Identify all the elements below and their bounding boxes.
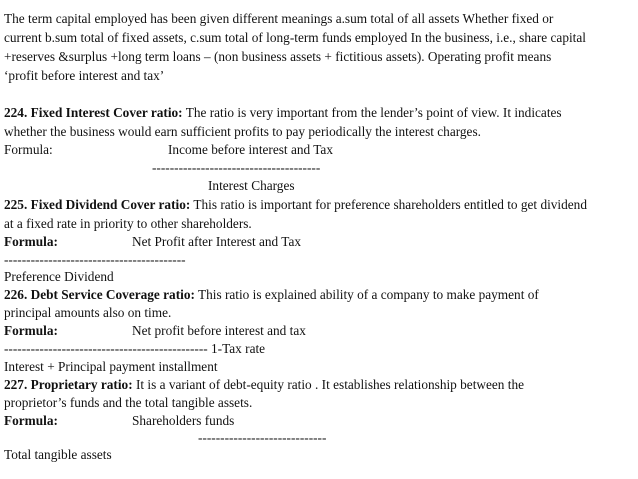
section-227-formula-line — [4, 412, 235, 430]
section-225-line-1 — [4, 196, 587, 214]
section-225-text-2: at a fixed rate in priority to other shareholders. — [4, 216, 252, 231]
section-225-numerator: Net Profit after Interest and Tax — [132, 234, 302, 249]
section-224-divider: -------------------------------------- — [152, 160, 321, 175]
section-226-text-1: This ratio is explained ability of a company to make payment of — [194, 287, 539, 302]
section-227-heading: 227. Proprietary ratio: — [4, 377, 133, 392]
section-227-divider: ----------------------------- — [198, 430, 327, 445]
section-227-denominator: Total tangible assets — [4, 447, 112, 462]
section-225-formula-label: Formula: — [4, 234, 58, 249]
section-227-text-2: proprietor’s funds and the total tangible assets. — [4, 395, 253, 410]
section-225-text-1: This ratio is important for preference shareholders entitled to get dividend — [190, 197, 587, 212]
section-224-heading: 224. Fixed Interest Cover ratio: — [4, 105, 183, 120]
intro-line-2: current b.sum total of fixed assets, c.sum total of long-term funds employed In the business, i.e., share capital — [4, 30, 586, 45]
intro-line-3: +reserves &surplus +long term loans – (non business assets + fictitious assets). Operating profit means — [4, 49, 552, 64]
section-224-denominator: Interest Charges — [208, 178, 295, 193]
section-226-heading: 226. Debt Service Coverage ratio: — [4, 287, 195, 302]
section-227-formula-label: Formula: — [4, 413, 58, 428]
section-224-formula-label: Formula: — [4, 142, 53, 157]
section-226-text-2: principal amounts also on time. — [4, 305, 172, 320]
section-225-formula-line — [4, 233, 302, 251]
section-225-divider: ----------------------------------------- — [4, 252, 186, 267]
section-224-text-2: whether the business would earn sufficient profits to pay periodically the interest charges. — [4, 124, 481, 139]
section-225-denominator: Preference Dividend — [4, 269, 114, 284]
section-226-denominator: Interest + Principal payment installment — [4, 359, 218, 374]
section-224-formula-line — [4, 141, 333, 159]
section-226-numerator: Net profit before interest and tax — [132, 323, 306, 338]
intro-line-1: The term capital employed has been given different meanings a.sum total of all assets Whether fixed or — [4, 11, 554, 26]
section-224-numerator: Income before interest and Tax — [168, 142, 333, 157]
section-227-text-1: It is a variant of debt-equity ratio . It establishes relationship between the — [132, 377, 525, 392]
section-226-divider: ---------------------------------------------- 1-Tax rate — [4, 341, 266, 356]
section-224-line-1 — [4, 104, 562, 122]
section-226-formula-label: Formula: — [4, 323, 58, 338]
section-226-formula-line — [4, 322, 306, 340]
section-224-text-1: The ratio is very important from the lender’s point of view. It indicates — [182, 105, 562, 120]
section-225-heading: 225. Fixed Dividend Cover ratio: — [4, 197, 191, 212]
intro-line-4: ‘profit before interest and tax’ — [4, 68, 165, 83]
section-227-line-1 — [4, 376, 524, 394]
section-226-line-1 — [4, 286, 539, 304]
section-227-numerator: Shareholders funds — [132, 413, 235, 428]
